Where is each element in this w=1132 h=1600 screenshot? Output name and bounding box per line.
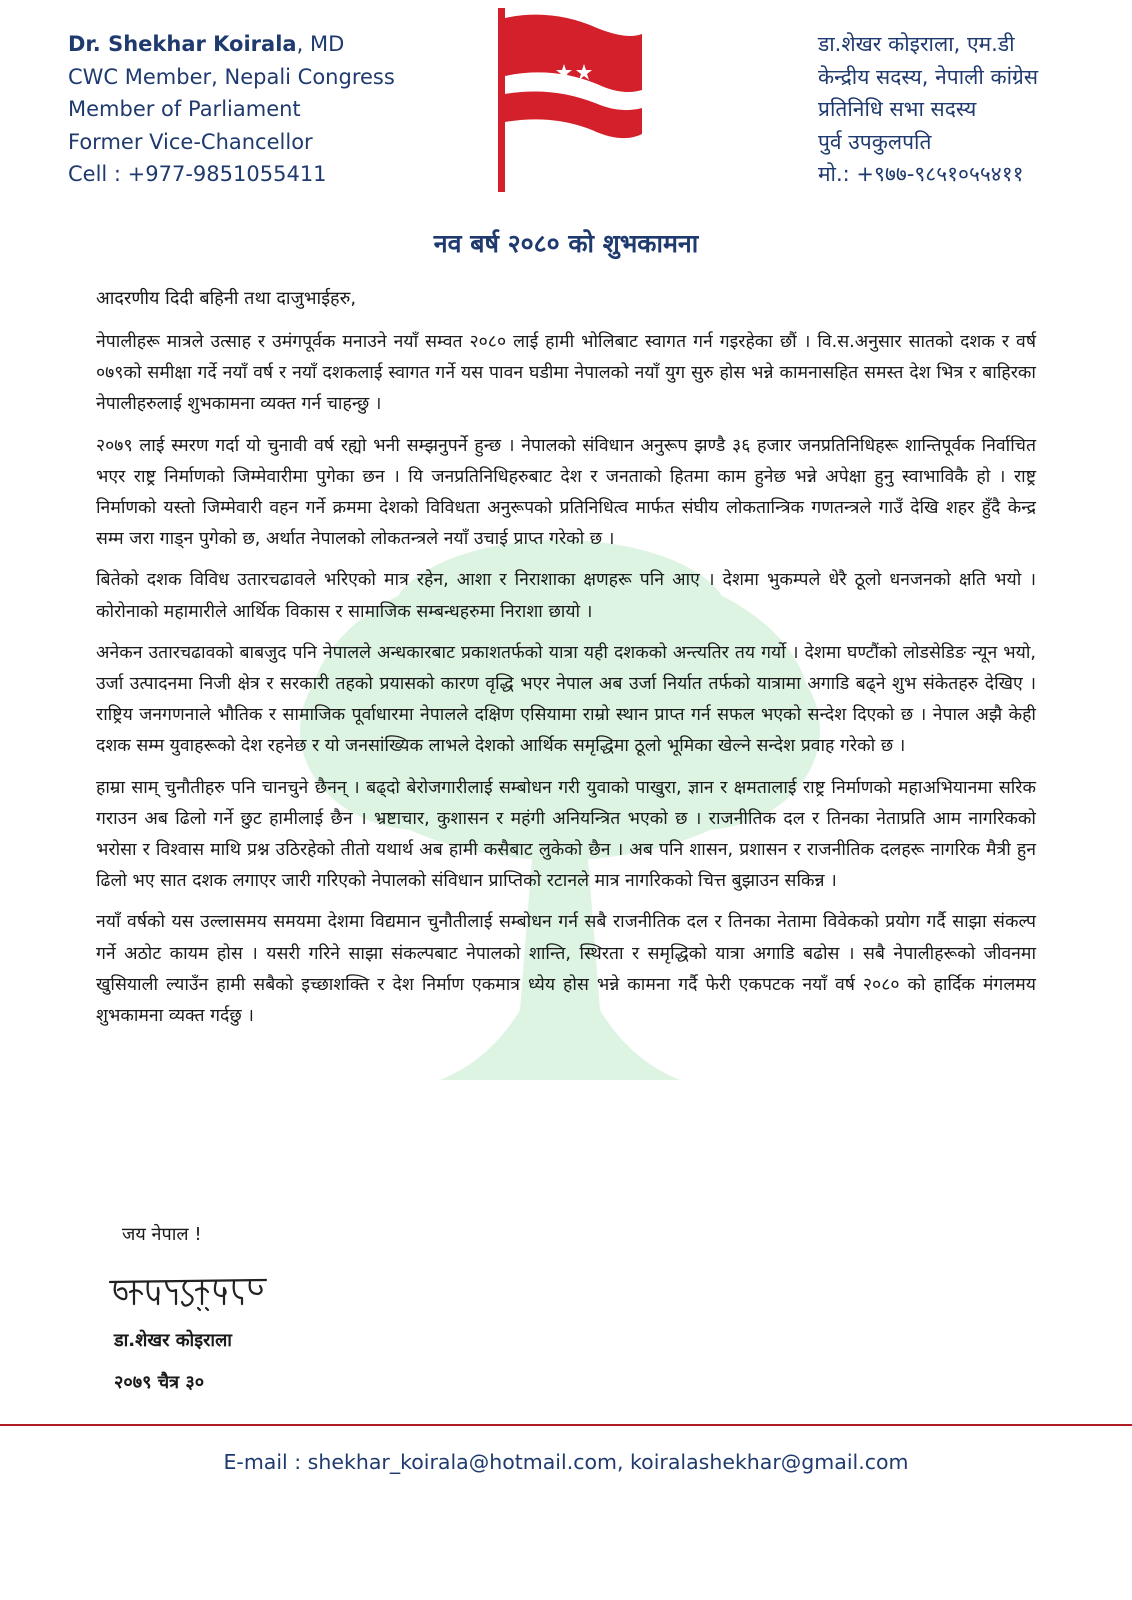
signatory-name: डा.शेखर कोइराला bbox=[114, 1330, 232, 1351]
nepali-congress-flag-icon bbox=[492, 4, 662, 194]
paragraph-6: नयाँ वर्षको यस उल्लासमय समयमा देशमा विद्यमान चुनौतीलाई सम्बोधन गर्न सबै राजनीतिक दल र तिनका नेतामा विवेकको प्रयोग गर्दै साझा संकल्प गर्ने अठोट कायम होस । यसरी गरिने साझा संकल्पबाट नेपालको शान्ति, स्थिरता र समृद्धिको यात्रा अगाडि बढोस । सबै नेपालीहरूको जीवनमा खुसियाली ल्याउँन हामी सबैको इच्छाशक्ति र देश निर्माण एकमात्र ध्येय होस भन्ने कामना गर्दै फेरी एकपटक नयाँ वर्ष २०८० को हार्दिक मंगलमय शुभकामना व्यक्त गर्दछु । bbox=[96, 912, 1037, 1027]
phone-line: Cell : +977-9851055411 bbox=[68, 162, 327, 186]
doctor-name-nepali: डा.शेखर कोइराला, एम.डी bbox=[818, 32, 1015, 56]
vice-chancellor-line: Former Vice-Chancellor bbox=[68, 129, 313, 154]
vice-chancellor-nepali: पुर्व उपकुलपति bbox=[818, 129, 932, 154]
letter-body bbox=[96, 327, 1036, 1042]
paragraph-3: बितेको दशक विविध उतारचढावले भरिएको मात्र रहेन, आशा र निराशाका क्षणहरू पनि आए । देशमा भुकम्पले धेरै ठूलो धनजनको क्षति भयो । कोरोनाको महामारीले आर्थिक विकास र सामाजिक सम्बन्धहरुमा निराशा छायो । bbox=[96, 570, 1036, 622]
phone-nepali: मो.: +९७७-९८५१०५५४११ bbox=[818, 162, 1024, 186]
closing-line: जय नेपाल ! bbox=[122, 1224, 202, 1245]
paragraph-1: नेपालीहरू मात्रले उत्साह र उमंगपूर्वक मनाउने नयाँ सम्वत २०८० लाई हामी भोलिबाट स्वागत गर्न गइरहेका छौं । वि.स.अनुसार सातको दशक र वर्ष ०७९को समीक्षा गर्दे नयाँ वर्ष र नयाँ दशकलाई स्वागत गर्ने यस पावन घडीमा नेपालको नयाँ युग सुरु होस भन्ने कामनासहित समस्त देश भित्र र बाहिरका नेपालीहरुलाई शुभकामना व्यक्त गर्न चाहन्छु । bbox=[96, 332, 1036, 415]
doctor-name-line bbox=[68, 28, 488, 61]
cwc-member-line: CWC Member, Nepali Congress bbox=[68, 64, 395, 89]
parliament-nepali: प्रतिनिधि सभा सदस्य bbox=[818, 97, 977, 121]
letterhead-nepali bbox=[818, 28, 1118, 191]
letterhead-english bbox=[68, 28, 488, 191]
letter-date: २०७९ चैत्र ३० bbox=[114, 1372, 205, 1393]
footer-divider bbox=[0, 1424, 1132, 1426]
letter-title: नव बर्ष २०८० को शुभकामना bbox=[433, 229, 699, 258]
salutation: आदरणीय दिदी बहिनी तथा दाजुभाईहरु, bbox=[96, 288, 357, 309]
footer-email: E-mail : shekhar_koirala@hotmail.com, koiralashekhar@gmail.com bbox=[223, 1450, 909, 1474]
doctor-degree: , MD bbox=[296, 32, 345, 56]
handwritten-signature bbox=[108, 1268, 268, 1318]
cwc-member-nepali: केन्द्रीय सदस्य, नेपाली कांग्रेस bbox=[818, 64, 1039, 89]
doctor-name: Dr. Shekhar Koirala bbox=[68, 32, 297, 56]
paragraph-4: अनेकन उतारचढावको बाबजुद पनि नेपालले अन्धकारबाट प्रकाशतर्फको यात्रा यही दशकको अन्त्यतिर तय गर्यो । देशमा घण्टौंको लोडसेडिङ न्यून भयो, उर्जा उत्पादनमा निजी क्षेत्र र सरकारी तहको प्रयासको कारण वृद्धि भएर नेपाल अब उर्जा निर्यात तर्फको यात्रामा अगाडि बढ्ने शुभ संकेतहरु देखिए । राष्ट्रिय जनगणनाले भौतिक र सामाजिक पूर्वाधारमा नेपालले दक्षिण एसियामा राम्रो स्थान प्राप्त गर्न सफल भएको सन्देश दिएको छ । नेपाल अझै केही दशक सम्म युवाहरूको देश रहनेछ र यो जनसांख्यिक लाभले देशको आर्थिक समृद्धिमा ठूलो भूमिका खेल्ने सन्देश प्रवाह गरेको छ । bbox=[96, 642, 1036, 757]
paragraph-2: २०७९ लाई स्मरण गर्दा यो चुनावी वर्ष रह्यो भनी सम्झनुपर्ने हुन्छ । नेपालको संविधान अनुरूप झण्डै ३६ हजार जनप्रतिनिधिहरू शान्तिपूर्वक निर्वाचित भएर राष्ट्र निर्माणको जिम्मेवारीमा पुगेका छन । यि जनप्रतिनिधिहरुबाट देश र जनताको हितमा काम हुनेछ भन्ने अपेक्षा हुनु स्वाभाविकै हो । राष्ट्र निर्माणको यस्तो जिम्मेवारी वहन गर्ने क्रममा देशको विविधता अनुरूपको प्रतिनिधित्व मार्फत संघीय लोकतान्त्रिक गणतन्त्रले गाउँ देखि शहर हुँदै केन्द्र सम्म जरा गाड्न पुगेको छ, अर्थात नेपालको लोकतन्त्रले नयाँ उचाई प्राप्त गरेको छ । bbox=[96, 435, 1037, 550]
parliament-line: Member of Parliament bbox=[68, 97, 301, 121]
paragraph-5: हाम्रा साम् चुनौतीहरु पनि चानचुने छैनन् । बढ्दो बेरोजगारीलाई सम्बोधन गरी युवाको पाखुरा, ज्ञान र क्षमतालाई राष्ट्र निर्माणको महाअभियानमा सरिक गराउन अब ढिलो गर्ने छुट हामीलाई छैन । भ्रष्टाचार, कुशासन र महंगी अनियन्त्रित भएको छ । राजनीतिक दल र तिनका नेताप्रति आम नागरिकको भरोसा र विश्वास माथि प्रश्न उठिरहेको तीतो यथार्थ अब हामी कसैबाट लुकेको छैन । अब पनि शासन, प्रशासन र राजनीतिक दलहरू नागरिक मैत्री हुन ढिलो भए सात दशक लगाएर जारी गरिएको नेपालको संविधान प्राप्तिको रटानले मात्र नागरिकको चित्त बुझाउन सकिन्न । bbox=[96, 777, 1036, 892]
